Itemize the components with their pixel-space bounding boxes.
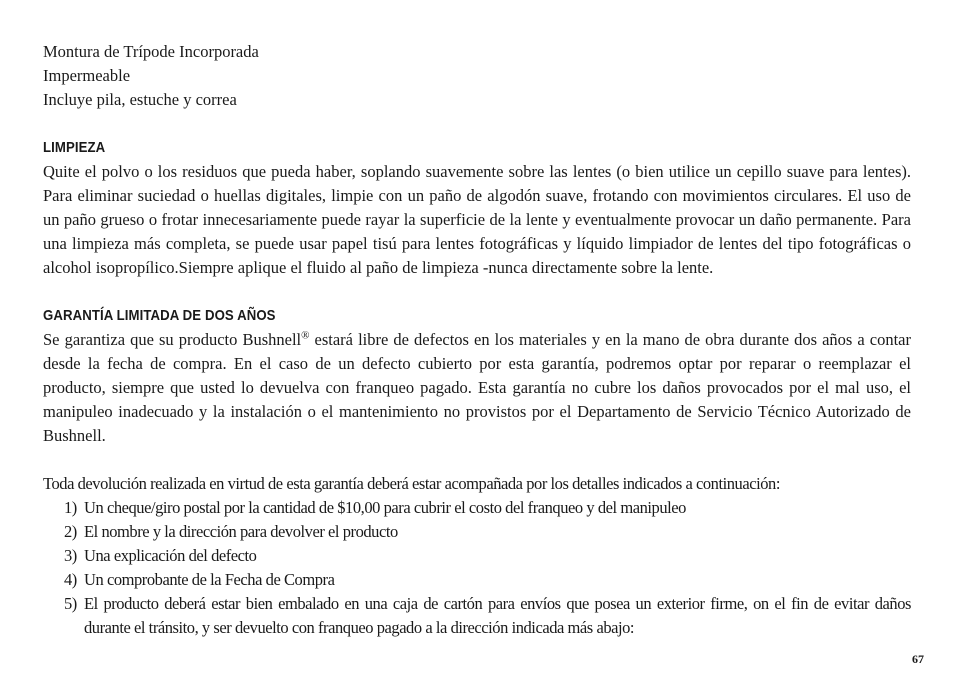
returns-intro: Toda devolución realizada en virtud de esta garantía deberá estar acompañada por los detalles indicados a continuación: [43,474,780,493]
list-item-text: Un comprobante de la Fecha de Compra [84,570,335,589]
returns-section [43,472,911,640]
list-item-number: 3) [64,546,77,565]
list-item-text: Una explicación del defecto [84,546,257,565]
list-item-text: El nombre y la dirección para devolver el producto [84,522,398,541]
cleaning-section [43,136,911,280]
brand-name: Bushnell [242,330,302,349]
warranty-text-rest: estará libre de defectos en los materiales y en la mano de obra durante dos años a contar desde la fecha de compra. En el caso de un defecto cubierto por esta garantía, podremos optar por reparar o reemplazar el producto, siempre que usted lo devuelva con franqueo pagado. Esta garantía no cubre los daños provocados por el mal uso, el manipuleo inadecuado y la instalación o el mantenimiento no provistos por el Departamento de Servicio Técnico Autorizado de Bushnell. [43,330,911,445]
feature-item: Impermeable [43,66,131,85]
registered-mark: ® [301,329,310,342]
page-number: 67 [912,652,924,666]
warranty-paragraph [43,328,911,448]
list-item-number: 1) [64,498,77,517]
list-item [64,592,911,640]
feature-item: Incluye pila, estuche y correa [43,90,237,109]
feature-list [43,40,911,112]
list-item-number: 4) [64,570,77,589]
spacer [43,280,911,304]
list-item [64,568,911,592]
returns-requirements-list [43,496,911,640]
spacer [43,448,911,472]
list-item [64,496,911,520]
list-item-number: 5) [64,594,77,613]
list-item [64,544,911,568]
warranty-section [43,304,911,448]
list-item-text: El producto deberá estar bien embalado en una caja de cartón para envíos que posea un exterior firme, on el fin de evitar daños durante el tránsito, y ser devuelto con franqueo pagado a la dirección indicada más abajo: [84,594,911,637]
list-item-text: Un cheque/giro postal por la cantidad de $10,00 para cubrir el costo del franqueo y del manipuleo [84,498,686,517]
feature-item: Montura de Trípode Incorporada [43,42,259,61]
warranty-text-lead: Se garantiza que su producto [43,330,243,349]
list-item-number: 2) [64,522,77,541]
list-item [64,520,911,544]
manual-page [43,40,911,640]
cleaning-heading: LIMPIEZA [43,139,106,156]
warranty-heading: GARANTÍA LIMITADA DE DOS AÑOS [43,307,276,324]
cleaning-paragraph: Quite el polvo o los residuos que pueda haber, soplando suavemente sobre las lentes (o bien utilice un cepillo suave para lentes). Para eliminar suciedad o huellas digitales, limpie con un paño de algodón suave, frotando con movimientos circulares. El uso de un paño grueso o frotar innecesariamente puede rayar la superficie de la lente y eventualmente provocar un daño permanente. Para una limpieza más completa, se puede usar papel tisú para lentes fotográficas y líquido limpiador de lentes del tipo fotográficas o alcohol isopropílico.Siempre aplique el fluido al paño de limpieza -nunca directamente sobre la lente. [43,162,911,277]
spacer [43,112,911,136]
